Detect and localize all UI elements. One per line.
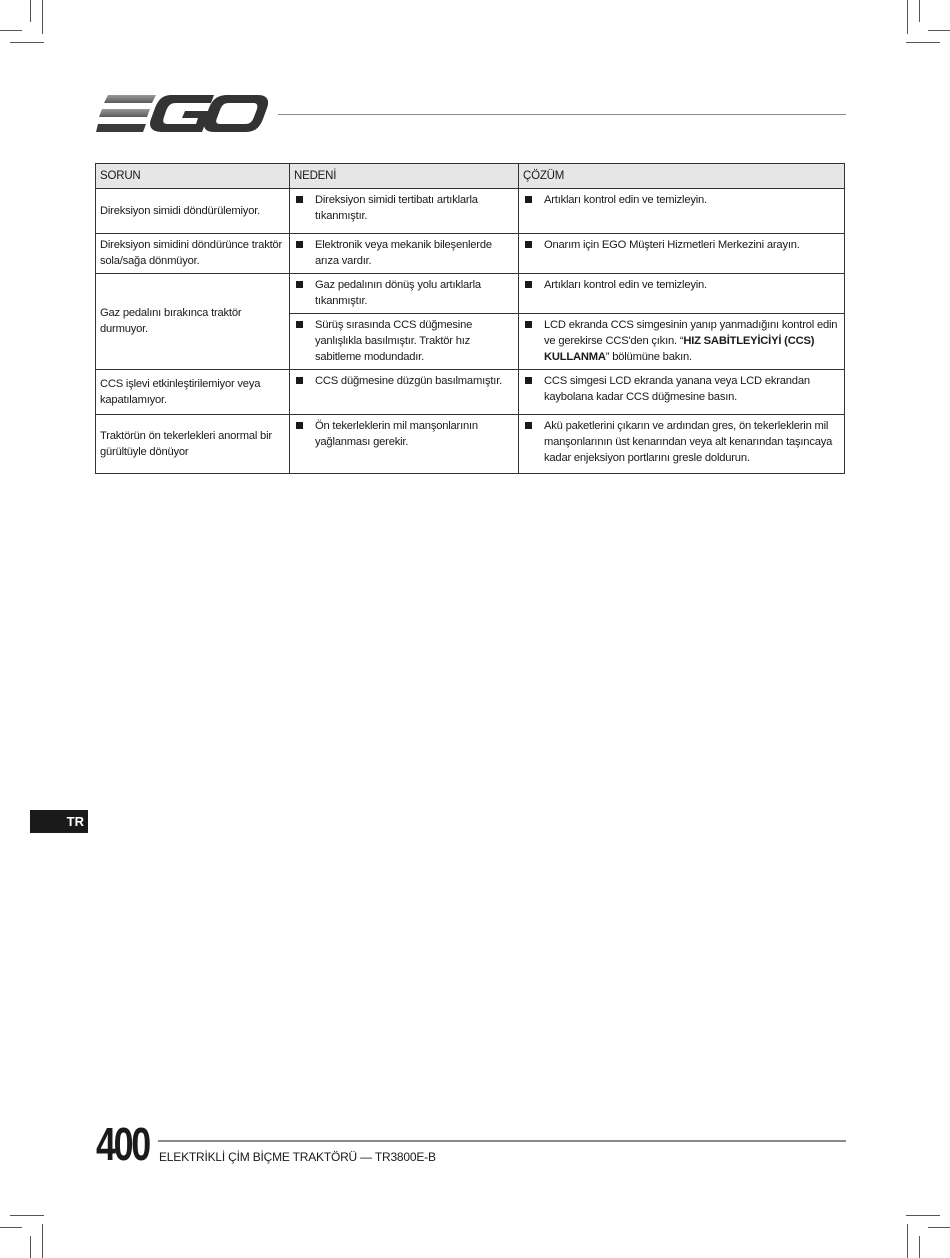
solution-text-part: ” bölümüne bakın.: [605, 351, 692, 363]
cause-text: CCS düğmesine düzgün basılmamıştır.: [315, 375, 503, 387]
cause-cell: [290, 274, 519, 314]
solution-cell: [519, 274, 845, 314]
problem-cell: CCS işlevi etkinleştirilemiyor veya kapatılamıyor.: [96, 370, 290, 415]
cause-cell: [290, 415, 519, 474]
header-problem: SORUN: [96, 164, 290, 189]
bullet-icon: [296, 196, 303, 203]
solution-text: Artıkları kontrol edin ve temizleyin.: [544, 194, 707, 206]
table-row: [96, 189, 845, 234]
bullet-icon: [525, 241, 532, 248]
troubleshooting-table: [95, 163, 845, 474]
solution-text: Onarım için EGO Müşteri Hizmetleri Merkezini arayın.: [544, 239, 800, 251]
table-header-row: [96, 164, 845, 189]
problem-cell: Direksiyon simidi döndürülemiyor.: [96, 189, 290, 234]
ego-logo: [96, 95, 268, 133]
header-rule: [278, 114, 846, 115]
cause-text: Direksiyon simidi tertibatı artıklarla tıkanmıştır.: [315, 194, 478, 222]
bullet-icon: [296, 281, 303, 288]
cause-text: Sürüş sırasında CCS düğmesine yanlışlıkla basılmıştır. Traktör hız sabitleme modundadır.: [315, 319, 473, 363]
table-row: [96, 274, 845, 314]
cause-cell: [290, 189, 519, 234]
cause-text: Gaz pedalının dönüş yolu artıklarla tıkanmıştır.: [315, 279, 481, 307]
solution-text: CCS simgesi LCD ekranda yanana veya LCD ekrandan kaybolana kadar CCS düğmesine basın.: [544, 375, 810, 403]
cause-text: Ön tekerleklerin mil manşonlarının yağlanması gerekir.: [315, 420, 478, 448]
problem-cell: Direksiyon simidini döndürünce traktör sola/sağa dönmüyor.: [96, 234, 290, 274]
bullet-icon: [296, 422, 303, 429]
solution-cell: [519, 415, 845, 474]
problem-cell: Gaz pedalını bırakınca traktör durmuyor.: [96, 274, 290, 370]
solution-cell: [519, 314, 845, 370]
solution-cell: [519, 189, 845, 234]
header-cause: NEDENİ: [290, 164, 519, 189]
solution-cell: [519, 370, 845, 415]
solution-text: [544, 317, 840, 365]
bullet-icon: [525, 321, 532, 328]
table-row: [96, 234, 845, 274]
footer-rule: [158, 1140, 846, 1142]
table-row: [96, 415, 845, 474]
bullet-icon: [296, 321, 303, 328]
bullet-icon: [296, 377, 303, 384]
footer-title: ELEKTRİKLİ ÇİM BİÇME TRAKTÖRÜ — TR3800E-B: [159, 1150, 436, 1164]
bullet-icon: [525, 377, 532, 384]
language-tab: TR: [30, 810, 88, 833]
solution-text: Artıkları kontrol edin ve temizleyin.: [544, 279, 707, 291]
solution-text: Akü paketlerini çıkarın ve ardından gres, ön tekerleklerin mil manşonlarının üst kenarından veya alt kenarından taşıncaya kadar enjeksiyon portlarını gresle doldurun.: [544, 420, 833, 464]
page-number: 400: [96, 1118, 149, 1170]
cause-cell: [290, 234, 519, 274]
problem-cell: Traktörün ön tekerlekleri anormal bir gürültüyle dönüyor: [96, 415, 290, 474]
section-reference: HIZ SABİTLEYİCİYİ (CCS) KULLANMA: [544, 335, 815, 363]
solution-text-part: LCD ekranda CCS simgesinin yanıp yanmadığını kontrol edin ve gerekirse CCS'den çıkın. “: [544, 319, 838, 347]
bullet-icon: [525, 422, 532, 429]
cause-text: Elektronik veya mekanik bileşenlerde arıza vardır.: [315, 239, 492, 267]
table-row: [96, 370, 845, 415]
header-solution: ÇÖZÜM: [519, 164, 845, 189]
solution-cell: [519, 234, 845, 274]
cause-cell: [290, 314, 519, 370]
bullet-icon: [525, 196, 532, 203]
cause-cell: [290, 370, 519, 415]
bullet-icon: [525, 281, 532, 288]
bullet-icon: [296, 241, 303, 248]
